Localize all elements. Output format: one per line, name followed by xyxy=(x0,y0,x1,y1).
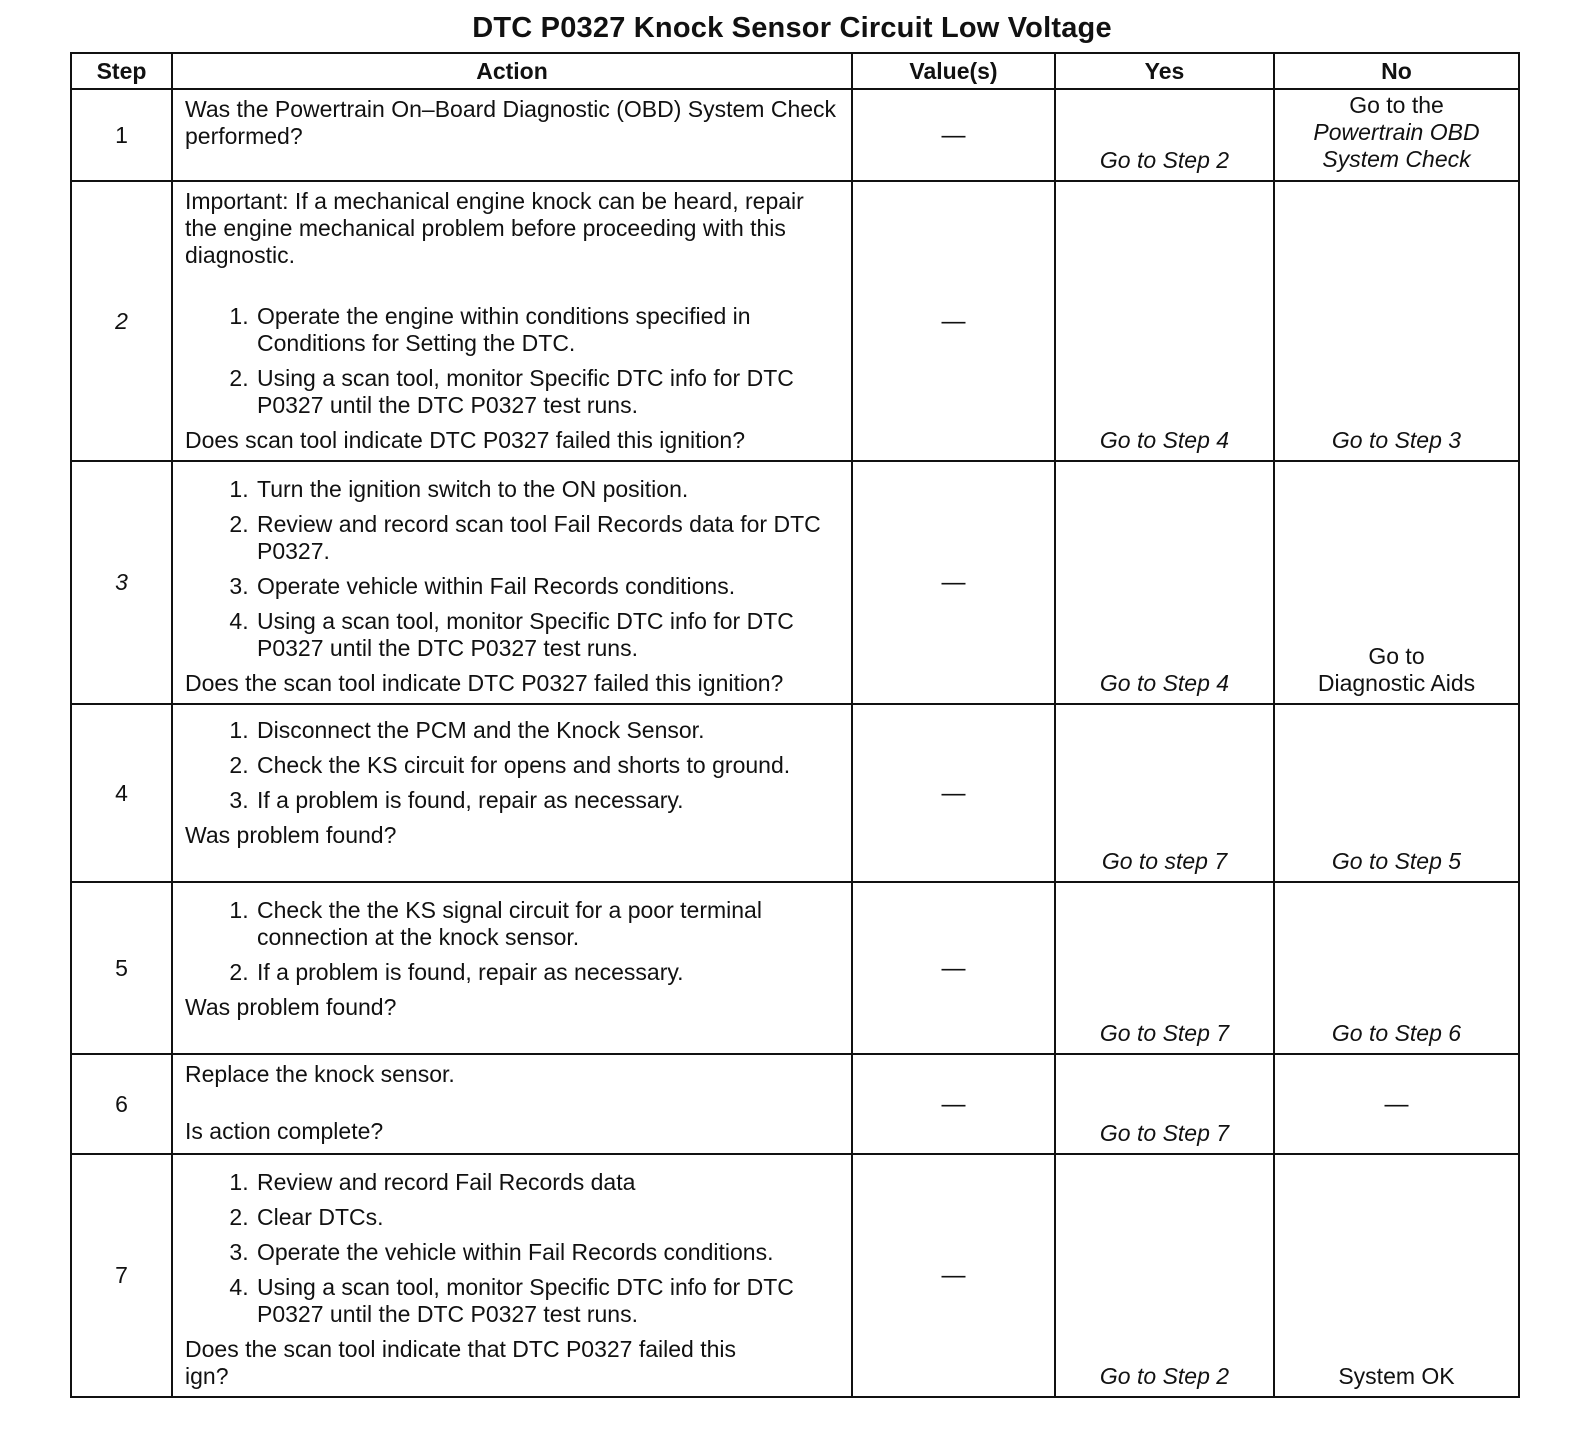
value-cell: — xyxy=(852,704,1055,882)
table-row xyxy=(71,181,1519,461)
action-cell xyxy=(172,181,852,461)
action-list xyxy=(185,717,841,822)
no-cell: Go to Step 3 xyxy=(1274,181,1519,461)
action-question: Does the scan tool indicate DTC P0327 failed this ignition? xyxy=(185,670,784,696)
action-question: Was problem found? xyxy=(185,822,397,848)
header-no: No xyxy=(1274,53,1519,89)
action-cell xyxy=(172,882,852,1054)
action-question: Was problem found? xyxy=(185,994,397,1020)
header-yes: Yes xyxy=(1055,53,1274,89)
action-intro: Was the Powertrain On–Board Diagnostic (OBD) System Check performed? xyxy=(185,96,837,149)
yes-cell: Go to Step 2 xyxy=(1055,89,1274,181)
no-cell: Go to Step 5 xyxy=(1274,704,1519,882)
no-cell: — xyxy=(1274,1054,1519,1154)
list-item: 1. Operate the engine within conditions specified in Conditions for Setting the DTC. xyxy=(255,303,841,357)
value-cell: — xyxy=(852,1054,1055,1154)
action-question: Does the scan tool indicate that DTC P0327 failed this ign? xyxy=(185,1336,737,1389)
yes-cell: Go to Step 7 xyxy=(1055,1054,1274,1154)
no-cell xyxy=(1274,461,1519,704)
action-cell xyxy=(172,89,852,181)
value-cell: — xyxy=(852,1154,1055,1397)
header-row xyxy=(71,53,1519,89)
action-cell xyxy=(172,704,852,882)
action-intro: Important: If a mechanical engine knock can be heard, repair the engine mechanical problem before proceeding with this diagnostic. xyxy=(185,188,804,268)
no-line: Diagnostic Aids xyxy=(1317,670,1476,696)
yes-cell: Go to Step 4 xyxy=(1055,461,1274,704)
header-values: Value(s) xyxy=(852,53,1055,89)
header-action: Action xyxy=(172,53,852,89)
action-cell xyxy=(172,1054,852,1154)
no-line: Go to xyxy=(1368,643,1425,669)
action-cell xyxy=(172,461,852,704)
action-list xyxy=(185,303,841,427)
action-cell xyxy=(172,1154,852,1397)
action-question: Does scan tool indicate DTC P0327 failed this ignition? xyxy=(185,427,745,453)
no-line: Powertrain OBD xyxy=(1313,118,1480,145)
step-number: 7 xyxy=(71,1154,172,1397)
table-row xyxy=(71,1054,1519,1154)
step-number: 3 xyxy=(71,461,172,704)
no-cell xyxy=(1274,89,1519,181)
list-item: 2. Review and record scan tool Fail Records data for DTC P0327. xyxy=(255,511,841,565)
list-item: 1. Review and record Fail Records data xyxy=(255,1169,841,1196)
action-list xyxy=(185,897,841,994)
table-row xyxy=(71,882,1519,1054)
step-number: 6 xyxy=(71,1054,172,1154)
no-line: Go to the xyxy=(1349,91,1444,118)
header-step: Step xyxy=(71,53,172,89)
list-item: 2. Using a scan tool, monitor Specific DTC info for DTC P0327 until the DTC P0327 test runs. xyxy=(255,365,841,419)
list-item: 4. Using a scan tool, monitor Specific DTC info for DTC P0327 until the DTC P0327 test runs. xyxy=(255,608,841,662)
list-item: 3. Operate the vehicle within Fail Records conditions. xyxy=(255,1239,841,1266)
value-cell: — xyxy=(852,461,1055,704)
action-question: Is action complete? xyxy=(185,1118,384,1144)
no-line: System Check xyxy=(1322,145,1471,172)
action-list xyxy=(185,1169,841,1336)
list-item: 4. Using a scan tool, monitor Specific DTC info for DTC P0327 until the DTC P0327 test runs. xyxy=(255,1274,841,1328)
yes-cell: Go to step 7 xyxy=(1055,704,1274,882)
yes-cell: Go to Step 7 xyxy=(1055,882,1274,1054)
no-cell: Go to Step 6 xyxy=(1274,882,1519,1054)
list-item: 1. Check the the KS signal circuit for a poor terminal connection at the knock sensor. xyxy=(255,897,841,951)
table-row xyxy=(71,89,1519,181)
yes-cell: Go to Step 4 xyxy=(1055,181,1274,461)
table-row xyxy=(71,1154,1519,1397)
table-row xyxy=(71,704,1519,882)
value-cell: — xyxy=(852,89,1055,181)
list-item: 2. Check the KS circuit for opens and shorts to ground. xyxy=(255,752,841,779)
value-cell: — xyxy=(852,181,1055,461)
step-number: 1 xyxy=(71,89,172,181)
diagnostic-table xyxy=(70,52,1520,1398)
no-cell: System OK xyxy=(1274,1154,1519,1397)
action-list xyxy=(185,476,841,670)
list-item: 3. If a problem is found, repair as necessary. xyxy=(255,787,841,814)
list-item: 2. If a problem is found, repair as necessary. xyxy=(255,959,841,986)
action-intro: Replace the knock sensor. xyxy=(185,1061,455,1087)
step-number: 4 xyxy=(71,704,172,882)
page-title: DTC P0327 Knock Sensor Circuit Low Voltage xyxy=(472,12,1112,44)
list-item: 1. Turn the ignition switch to the ON position. xyxy=(255,476,841,503)
step-number: 5 xyxy=(71,882,172,1054)
list-item: 3. Operate vehicle within Fail Records conditions. xyxy=(255,573,841,600)
value-cell: — xyxy=(852,882,1055,1054)
yes-cell: Go to Step 2 xyxy=(1055,1154,1274,1397)
step-number: 2 xyxy=(71,181,172,461)
list-item: 1. Disconnect the PCM and the Knock Sensor. xyxy=(255,717,841,744)
table-row xyxy=(71,461,1519,704)
list-item: 2. Clear DTCs. xyxy=(255,1204,841,1231)
